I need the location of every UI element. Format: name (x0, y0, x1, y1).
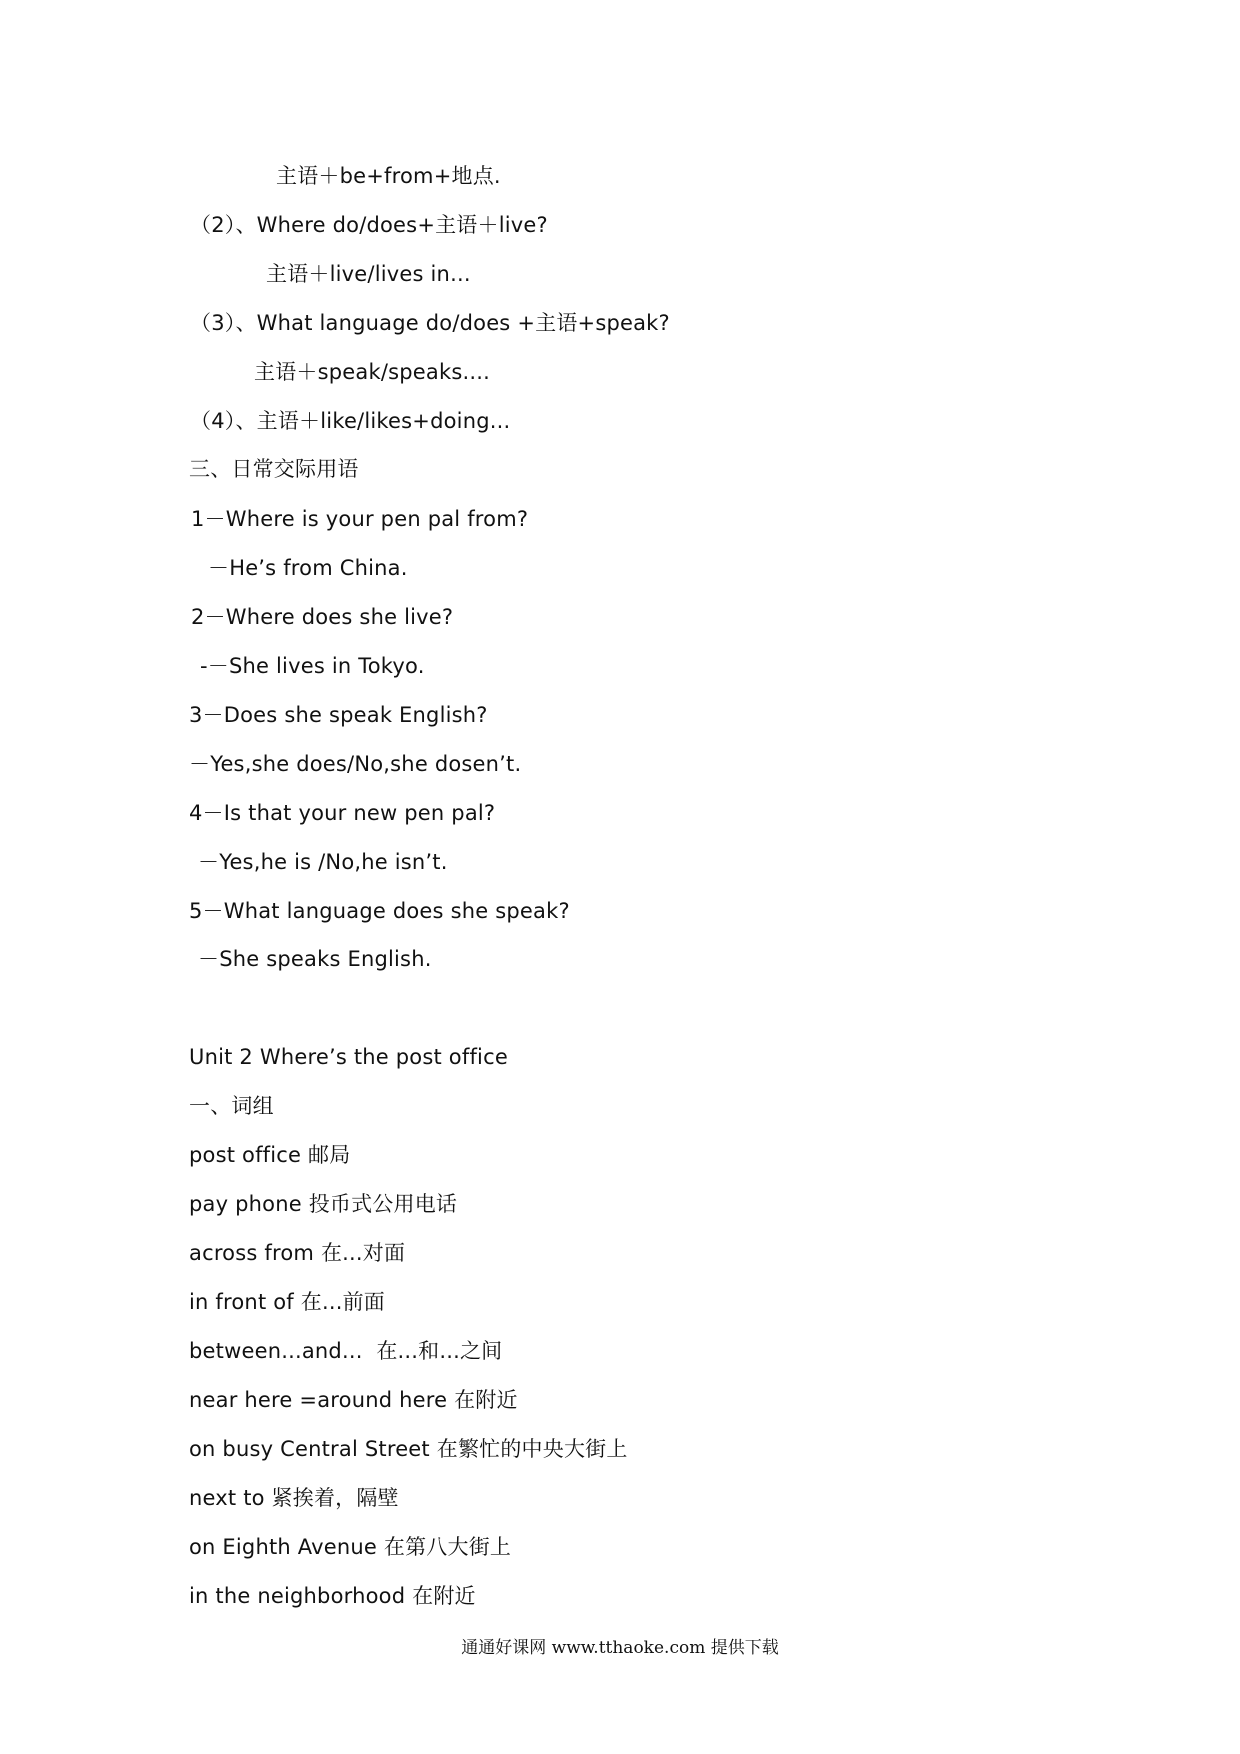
question-3-pattern: （3）、What language do/does +主语+speak? (190, 311, 670, 335)
phrase-item: across from 在...对面 (189, 1241, 406, 1265)
answer-speak-pattern: 主语＋speak/speaks.... (254, 360, 490, 384)
phrase-item: on Eighth Avenue 在第八大街上 (189, 1535, 512, 1559)
phrases-heading: 一、词组 (189, 1094, 274, 1118)
phrase-item: in front of 在...前面 (189, 1290, 385, 1314)
phrase-item: in the neighborhood 在附近 (189, 1584, 476, 1608)
phrase-item: on busy Central Street 在繁忙的中央大街上 (189, 1437, 628, 1461)
unit-2-title: Unit 2 Where’s the post office (189, 1045, 508, 1069)
phrase-item: next to 紧挨着，隔壁 (189, 1486, 399, 1510)
question-2-pattern: （2）、Where do/does+主语＋live? (190, 213, 548, 237)
question-4-pattern: （4）、主语＋like/likes+doing... (190, 409, 511, 433)
dialogue-1-question: 1－Where is your pen pal from? (191, 507, 529, 531)
dialogue-3-question: 3－Does she speak English? (189, 703, 488, 727)
dialogue-5-question: 5－What language does she speak? (189, 899, 570, 923)
dialogue-4-answer: －Yes,he is /No,he isn’t. (198, 850, 448, 874)
dialogue-2-question: 2－Where does she live? (191, 605, 454, 629)
dialogue-3-answer: －Yes,she does/No,she dosen’t. (189, 752, 522, 776)
section-heading-daily-phrases: 三、日常交际用语 (189, 457, 359, 481)
page-footer: 通通好课网 www.tthaoke.com 提供下载 (461, 1638, 779, 1658)
dialogue-4-question: 4－Is that your new pen pal? (189, 801, 496, 825)
phrase-item: between...and... 在...和...之间 (189, 1339, 503, 1363)
answer-live-pattern: 主语＋live/lives in... (266, 262, 471, 286)
dialogue-2-answer: -－She lives in Tokyo. (200, 654, 425, 678)
phrase-item: near here =around here 在附近 (189, 1388, 518, 1412)
dialogue-1-answer: －He’s from China. (208, 556, 408, 580)
phrase-item: pay phone 投币式公用电话 (189, 1192, 458, 1216)
phrase-item: post office 邮局 (189, 1143, 351, 1167)
answer-from-pattern: 主语＋be+from+地点. (276, 164, 501, 188)
dialogue-5-answer: －She speaks English. (198, 947, 432, 971)
